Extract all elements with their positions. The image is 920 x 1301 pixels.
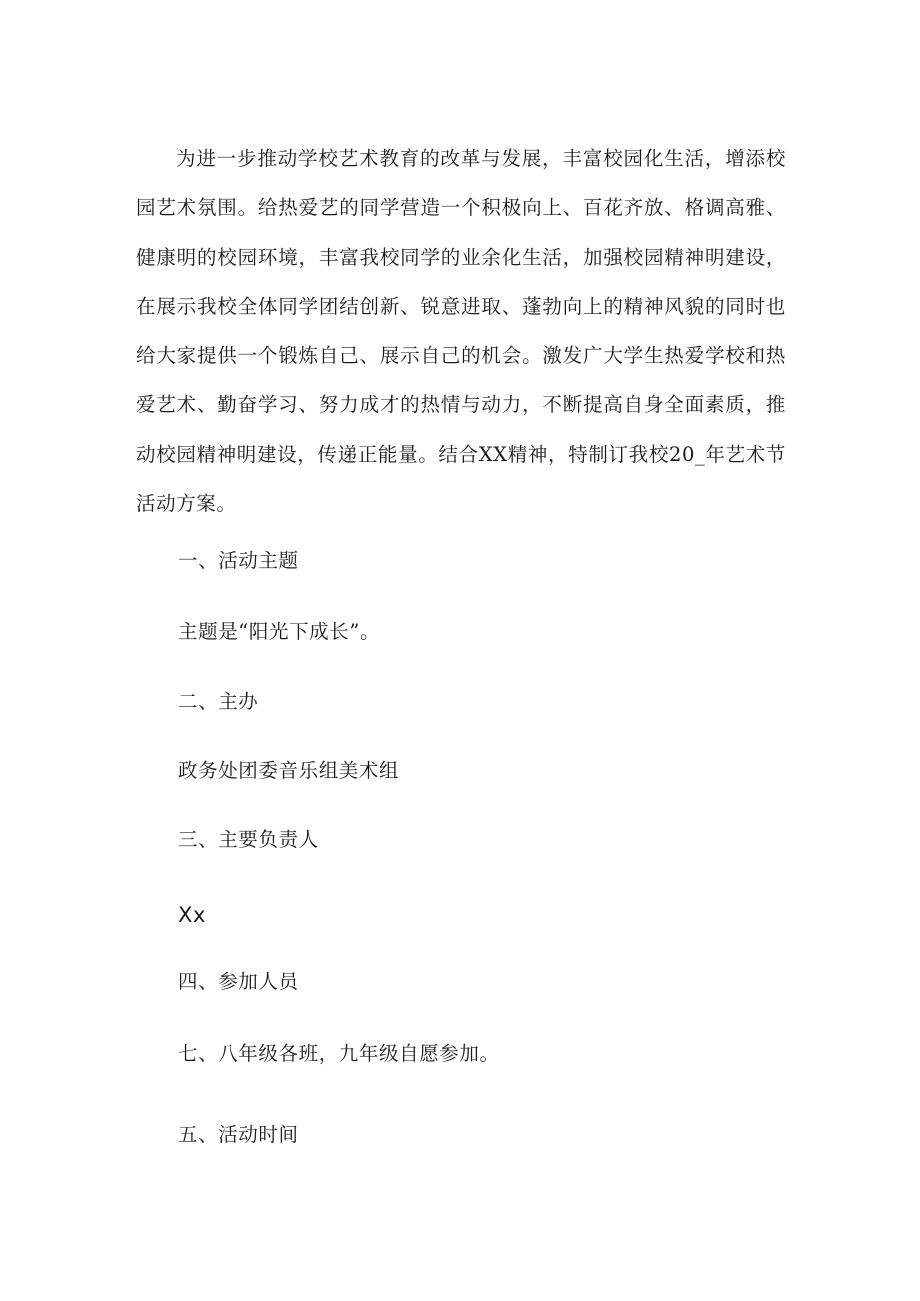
section-heading-time: 五、活动时间 xyxy=(178,1123,299,1146)
section-heading-lead: 三、主要负责人 xyxy=(178,828,319,851)
section-heading-organizer: 二、主办 xyxy=(178,690,259,713)
section-text-theme: 主题是“阳光下成长”。 xyxy=(178,620,381,643)
section-text-organizer: 政务处团委音乐组美术组 xyxy=(178,759,400,782)
section-heading-participants: 四、参加人员 xyxy=(178,970,299,993)
section-text-participants: 七、八年级各班，九年级自愿参加。 xyxy=(178,1042,500,1065)
section-text-lead: Xx xyxy=(178,903,207,927)
intro-paragraph: 为进一步推动学校艺术教育的改革与发展，丰富校园化生活，增添校园艺术氛围。给热爱艺的同学营造一个积极向上、百花齐放、格调高雅、健康明的校园环境，丰富我校同学的业余化生活，加强校园精神明建设，在展示我校全体同学团结创新、锐意进取、蓬勃向上的精神风貌的同时也给大家提供一个锻炼自己、展示自己的机会。激发广大学生热爱学校和热爱艺术、勤奋学习、努力成才的热情与动力，不断提高自身全面素质，推动校园精神明建设，传递正能量。结合XX精神，特制订我校20_年艺术节活动方案。 xyxy=(136,147,786,516)
section-heading-theme: 一、活动主题 xyxy=(178,549,299,572)
